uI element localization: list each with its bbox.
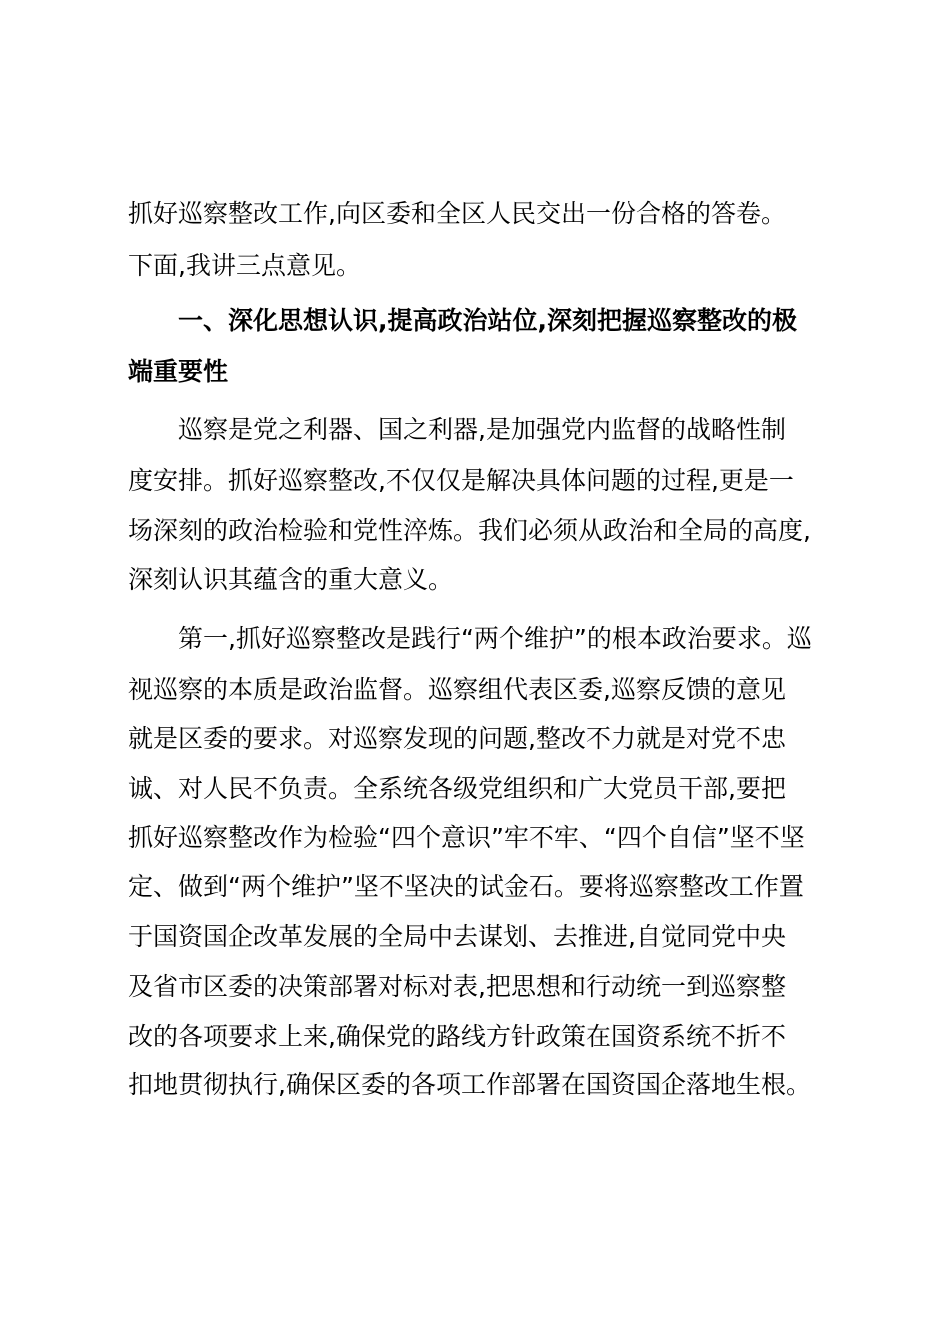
text-line: 改的各项要求上来,确保党的路线方针政策在国资系统不折不 <box>128 1022 786 1051</box>
text-line: 抓好巡察整改工作,向区委和全区人民交出一份合格的答卷。 <box>128 199 786 228</box>
text-line: 下面,我讲三点意见。 <box>128 251 361 280</box>
text-line: 扣地贯彻执行,确保区委的各项工作部署在国资国企落地生根。 <box>128 1070 811 1099</box>
text-line: 第一,抓好巡察整改是践行“两个维护”的根本政治要求。巡 <box>178 624 812 653</box>
text-line: 就是区委的要求。对巡察发现的问题,整改不力就是对党不忠 <box>128 724 786 753</box>
text-line: 深刻认识其蕴含的重大意义。 <box>128 565 454 594</box>
text-line: 抓好巡察整改作为检验“四个意识”牢不牢、“四个自信”坚不坚 <box>128 823 805 852</box>
text-line: 度安排。抓好巡察整改,不仅仅是解决具体问题的过程,更是一 <box>128 466 794 495</box>
text-line: 诚、对人民不负责。全系统各级党组织和广大党员干部,要把 <box>128 774 786 803</box>
text-line: 场深刻的政治检验和党性淬炼。我们必须从政治和全局的高度, <box>128 516 811 545</box>
text-line: 及省市区委的决策部署对标对表,把思想和行动统一到巡察整 <box>128 972 786 1001</box>
text-line: 视巡察的本质是政治监督。巡察组代表区委,巡察反馈的意见 <box>128 675 786 704</box>
section-heading: 一、深化思想认识,提高政治站位,深刻把握巡察整改的极 <box>178 306 797 335</box>
text-line: 定、做到“两个维护”坚不坚决的试金石。要将巡察整改工作置 <box>128 872 804 901</box>
section-heading-continued: 端重要性 <box>128 357 229 386</box>
text-line: 于国资国企改革发展的全局中去谋划、去推进,自觉同党中央 <box>128 922 786 951</box>
text-line: 巡察是党之利器、国之利器,是加强党内监督的战略性制 <box>178 415 786 444</box>
